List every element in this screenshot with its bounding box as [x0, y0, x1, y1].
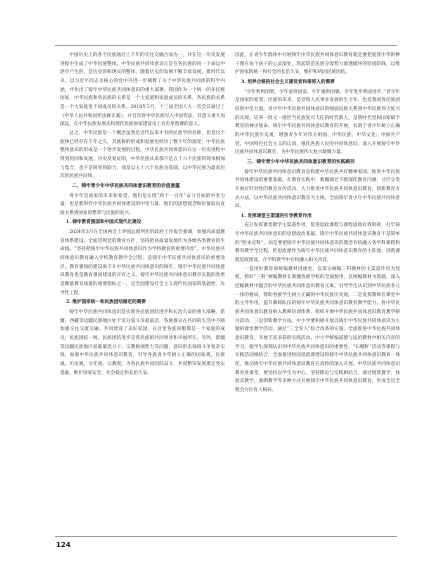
left-paragraph: 2024年3月在全国两会上李强总理所作的政府工作报告强调，加强高质量教育体系建设。全面贯彻党的教育方针，坚持把高质量发展作为各级各类教育的生命线。“坚持把铸牢中华民族共同体意识作为学校教育的重要内容”，中华民族共同体意识教育融入学校教育教学全过程，是铸牢中华民族共同体意识的重要途径。教育强国的建设离不开中华民族共同体意识的铸牢，铸牢中华民族共同体意识教育也是教育强国建设的应有之义。铸牢中华民族共同体意识教育实施的效果是衡量教育质量的重要指标之一，是全面建设社会主义现代化国家的基础性、先导性工程。: [60, 230, 225, 296]
left-subsection-heading: 1. 铸牢教育强国和中国式现代化建设: [66, 220, 142, 226]
left-section-heading: 二、铸牢青少年中华民族共同体意识教育的价值意蕴: [72, 183, 180, 189]
page-number: 124: [56, 541, 71, 549]
left-column: [60, 52, 225, 522]
right-subsection-heading: 3. 培养合格的社会主义建设者和接班人的需要: [241, 79, 335, 85]
right-section-heading: 三、铸牢青少年中华民族共同体意识教育的实践路径: [247, 159, 355, 165]
left-paragraph: 中国历史上的各个民族通过上千年的交往交融合而为一，并在这一历史发展进程中生成了中华民族整体。中华民族共同体意识正是在各民族的同一个命运中逐步产生的，是历史的和现实的整体，随着历史的发展不断丰富发展。新时代以来，以习近平同志为核心的党中央进一步阐释了关于中华民族共同体的科学内涵，并作出了铸牢中华民族共同体意识的重大部署。我国作为一个统一的多民族国家，中华民族和各民族的关系是一个大家庭和家庭成员的关系，各民族的关系是一个大家庭里不同成员的关系。2018年3月，十三届全国人大一次会议通过了《中华人民共和国宪法修正案》，并首次将中华民族写入中国宪法，其意义重大而深远，在中华民族发展史和现代民族国家建设史上具有里程碑的意义。: [60, 53, 225, 128]
article-body: [60, 52, 400, 522]
right-subsection-heading: 1. 发挥课堂主渠道的引导教育作用: [241, 213, 312, 219]
right-paragraph: 充分发挥课堂教学主渠道作用，促进思政课程与课程思政有效衔接，打牢铸牢中华民族共同体意识的思想政治基础。铸牢中华民族共同体意识教育不是简单的“照本宣科”，而是要把铸牢中华民族共同体意识的理念有机融入各学科课程和教育教学全过程，把思政课作为铸牢中华民族共同体意识教育的主阵地，创新课程思政建设，在学科教学中有机融入相关内容。: [235, 223, 400, 264]
right-paragraph: “少年智则国智，少年富则国富，少年强则国强。少年进步则国进步。”青少年是国家的希望、民族的未来，是党和人民事业发展的生力军，也是我国各民族团结的中坚力量。青少年中华民族共同体意识的强弱直接关系到中华民族伟大复兴的实现。培养一批又一批担当民族复兴大任的时代新人，是新时代党和国家赋予教育的神圣使命。铸牢中华民族共同体意识教育的开展，有助于青少年树立正确的中华民族历史观，增强青少年对伟大祖国、中华民族、中华文化、中国共产党、中国特色社会主义的认同，强化各族人民的共同体意识，深入开展铸牢中华民族共同体意识教育，为中华民族伟大复兴凝聚力量。: [235, 89, 400, 156]
right-paragraph: 铸牢中华民族共同体意识教育是构建中华民族共有精神家园、推进中华民族共同体建设的重要基础。在教育实践中，新疆通过不断深化教育内涵，分层分类开展有针对性的教育宣传活动，大力推进中华民族共同体意识教育，创新教育方式方法，以中华民族共同体意识教育为主线，全面铸牢青少年中华民族共同体意识。: [235, 169, 400, 210]
left-paragraph: 铸牢中华民族共同体意识是实现各民族团结进步和长治久安的重大战略。新疆、西藏等边疆民族地区处于反分裂斗争最前沿，各族群众在共同的生活中不断加强交往交流交融。共同建设了美好家园，在这里各族同胞都是一个家庭的成员，民族团结一统、民族团结进步是各民族的共同事业和幸福所在。另外，新疆等边疆民族地区面临暴恐分子、宗教极端势力等问题，意识形态领域斗争复杂尖锐，加强中华民族共同体意识教育，引导各族青少年树立正确的国家观、民族观、历史观、文化观、宗教观，为各民族共同团结奋斗、共同繁荣发展奠定坚实基础，维护国家安全、社会稳定和长治久安。: [60, 310, 225, 376]
footer-rule: [55, 536, 397, 537]
left-paragraph: 总之，中华民族是一个概念虽然是近代以来才有的民族学的名称，但是这个族体已经存在千年之久，其族称的形成和发展也经历了数千年的演变；中华民族整体意识的形成是一个逐步发展的过程，中华民族共同体意识在这一历史进程中得到巩固和发展。历史反复证明，中华民族从来都不是五十六个民族的简单相加与集合，也不是简单的联合，而是以五十六个民族为基础，以中华民族为最高层次的民族共同体。: [60, 130, 225, 180]
right-column: [235, 52, 400, 522]
left-paragraph: 青少年是国家的未来和希望，他们是实现“两个一百年”奋斗目标的中坚力量，也是新时代中华民族共同体建设的中坚力量，他们的思想观念和价值取向直接关系到国家的繁荣与民族的复兴。: [60, 193, 225, 216]
right-paragraph-continued: 因此，在青少年群体中开展铸牢中华民族共同体意识教育就是要把爱我中华的种子埋在每个孩子的心灵深处，筑起防范民族分裂势力渗透破坏的坚固防线，以维护国家的统一和社会的长治久安，维护和巩固民族团结。: [235, 53, 400, 76]
right-paragraph: 一是用好教育部统编教材进课堂。以落实统编三科教材的主渠道作用为契机，抓好“三科”统编教材在新疆各族学校的全面使用，以统编教材为基础，深入挖掘教材中蕴含的中华民族共同体意识教育元素，引导学生认识到中华民族多元一体的格局，帮助各族学生树立正确的中华民族历史观。二是发挥教师在课堂中的主导作用，提升教师队伍的铸牢中华民族共同体意识教育教学能力。将中华民族共同体意识教育纳入教师培训体系，组织开展中华民族共同体意识教育教学研讨活动。三是创新教学方法。中小学要积极开展以铸牢中华民族共同体意识为主题的课堂教学活动，通过“三全育人”综合改革的实施，全面推进中华民族共同体意识教育，开展丰富多彩的实践活动。中小学统编道德与法治教材中相关内容的学习，使学生深刻认识到中华民族共同体意识的重要性，“石榴籽”活动等课程与实践活动相结合，全面推进校园思政课建设和铸牢中华民族共同体意识教育一体化，推动铸牢中华民族共同体意识教育在高校的深入开展。中华民族共同体意识教育进课堂，要坚持以学生为中心，坚持理论与实践相结合，通过情景教学、体验式教学、案例教学等多种方式开展铸牢中华民族共同体意识教育，形成全员全程全方位育人格局。: [235, 266, 400, 393]
header-rule: [55, 45, 397, 46]
left-subsection-heading: 2. 维护国家统一和民族团结稳定的需要: [66, 300, 146, 306]
